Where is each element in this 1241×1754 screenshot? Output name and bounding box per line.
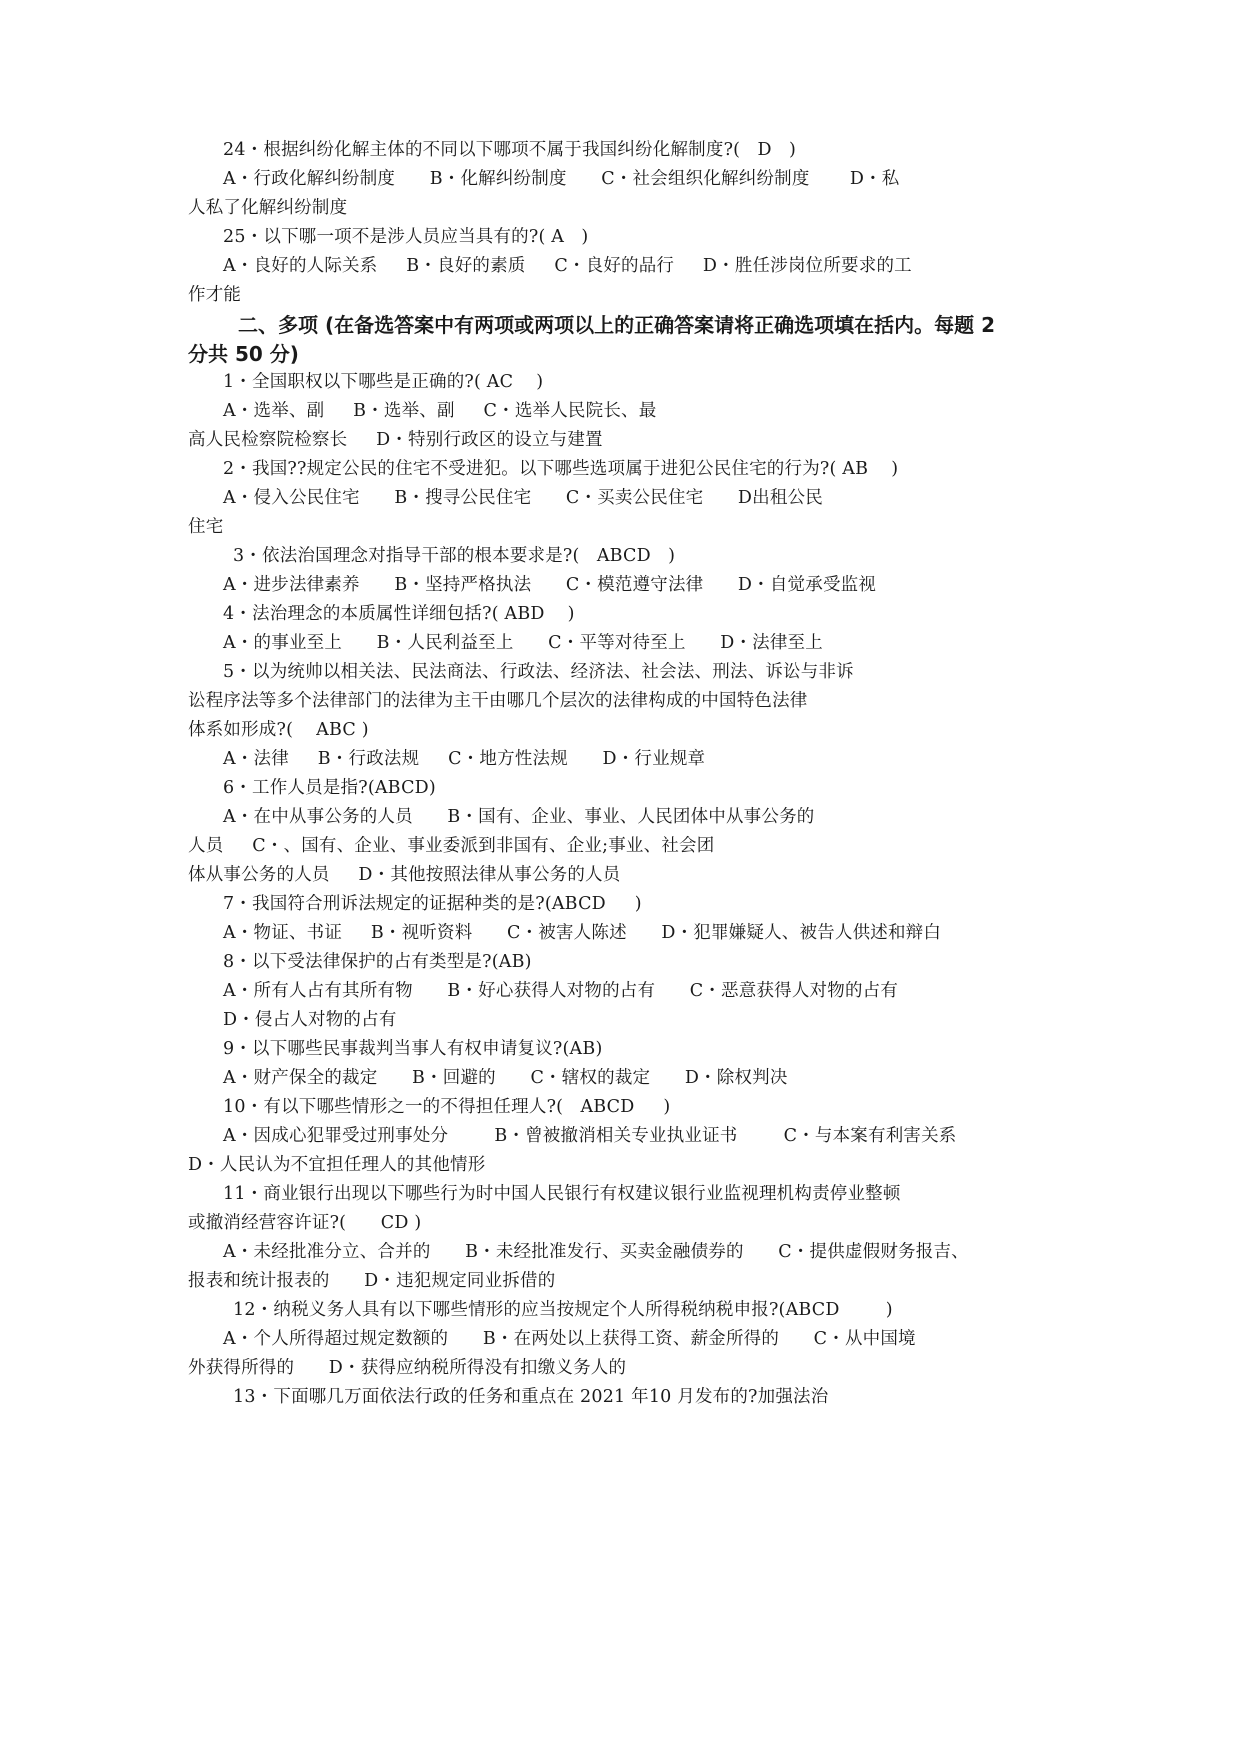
question-5-cont-1: 讼程序法等多个法律部门的法律为主干由哪几个层次的法律构成的中国特色法律 [188, 691, 808, 711]
question-11: 11・商业银行出现以下哪些行为时中国人民银行有权建议银行业监视理机构责停业整顿 [223, 1184, 901, 1204]
question-1-options: A・选举、副 B・选举、副 C・选举人民院长、最 [223, 401, 657, 421]
question-2: 2・我国??规定公民的住宅不受进犯。以下哪些选项属于进犯公民住宅的行为?( AB ) [223, 459, 899, 479]
question-6-options: A・在中从事公务的人员 B・国有、企业、事业、人民团体中从事公务的 [223, 807, 815, 827]
question-25-options-cont: 作才能 [188, 285, 242, 305]
question-12-options: A・个人所得超过规定数额的 B・在两处以上获得工资、薪金所得的 C・从中国境 [223, 1329, 916, 1349]
question-10-options: A・因成心犯罪受过刑事处分 B・曾被撤消相关专业执业证书 C・与本案有利害关系 [223, 1126, 957, 1146]
question-7: 7・我国符合刑诉法规定的证据种类的是?(ABCD ) [223, 894, 642, 914]
question-13: 13・下面哪几万面依法行政的任务和重点在 2021 年10 月发布的?加强法治 [233, 1387, 829, 1407]
question-3-options: A・进步法律素养 B・坚持严格执法 C・模范遵守法律 D・自觉承受监视 [223, 575, 877, 595]
question-6-options-cont-1: 人员 C・、国有、企业、事业委派到非国有、企业;事业、社会团 [188, 836, 715, 856]
question-5-cont-2: 体系如形成?( ABC ) [188, 720, 369, 740]
question-5: 5・以为统帅以相关法、民法商法、行政法、经济法、社会法、刑法、诉讼与非诉 [223, 662, 854, 682]
question-9: 9・以下哪些民事裁判当事人有权申请复议?(AB) [223, 1039, 603, 1059]
question-12-options-cont: 外获得所得的 D・获得应纳税所得没有扣缴义务人的 [188, 1358, 627, 1378]
question-11-options: A・未经批准分立、合并的 B・未经批准发行、买卖金融债券的 C・提供虚假财务报吉、 [223, 1242, 969, 1262]
question-6-options-cont-2: 体从事公务的人员 D・其他按照法律从事公务的人员 [188, 865, 621, 885]
question-12: 12・纳税义务人具有以下哪些情形的应当按规定个人所得税纳税申报?(ABCD ) [233, 1300, 893, 1320]
question-8-options: A・所有人占有其所有物 B・好心获得人对物的占有 C・恶意获得人对物的占有 [223, 981, 899, 1001]
question-10-options-cont: D・人民认为不宜担任理人的其他情形 [188, 1155, 486, 1175]
question-25-options: A・良好的人际关系 B・良好的素质 C・良好的品行 D・胜任涉岗位所要求的工 [223, 256, 912, 276]
question-24-options: A・行政化解纠纷制度 B・化解纠纷制度 C・社会组织化解纠纷制度 D・私 [223, 169, 900, 189]
question-24: 24・根据纠纷化解主体的不同以下哪项不属于我国纠纷化解制度?( D ) [223, 140, 797, 160]
question-4: 4・法治理念的本质属性详细包括?( ABD ) [223, 604, 575, 624]
question-10: 10・有以下哪些情形之一的不得担任理人?( ABCD ) [223, 1097, 671, 1117]
question-2-options: A・侵入公民住宅 B・搜寻公民住宅 C・买卖公民住宅 D出租公民 [223, 488, 823, 508]
question-5-options: A・法律 B・行政法规 C・地方性法规 D・行业规章 [223, 749, 706, 769]
section-heading-cont: 分共 50 分) [188, 342, 299, 366]
question-7-options: A・物证、书证 B・视听资料 C・被害人陈述 D・犯罪嫌疑人、被告人供述和辩白 [223, 923, 942, 943]
section-heading: 二、多项 (在备选答案中有两项或两项以上的正确答案请将正确选项填在括内。每题 2 [238, 313, 995, 337]
question-11-options-cont: 报表和统计报表的 D・违犯规定同业拆借的 [188, 1271, 556, 1291]
question-6: 6・工作人员是指?(ABCD) [223, 778, 436, 798]
question-8-options-cont: D・侵占人对物的占有 [223, 1010, 397, 1030]
question-3: 3・依法治国理念对指导干部的根本要求是?( ABCD ) [233, 546, 676, 566]
question-9-options: A・财产保全的裁定 B・回避的 C・辖权的裁定 D・除权判决 [223, 1068, 788, 1088]
question-8: 8・以下受法律保护的占有类型是?(AB) [223, 952, 532, 972]
question-4-options: A・的事业至上 B・人民利益至上 C・平等对待至上 D・法律至上 [223, 633, 823, 653]
question-24-options-cont: 人私了化解纠纷制度 [188, 198, 348, 218]
question-2-options-cont: 住宅 [188, 517, 224, 537]
question-25: 25・以下哪一项不是涉人员应当具有的?( A ) [223, 227, 589, 247]
question-1-options-cont: 高人民检察院检察长 D・特别行政区的设立与建置 [188, 430, 603, 450]
question-11-cont: 或撤消经营容许证?( CD ) [188, 1213, 422, 1233]
question-1: 1・全国职权以下哪些是正确的?( AC ) [223, 372, 544, 392]
